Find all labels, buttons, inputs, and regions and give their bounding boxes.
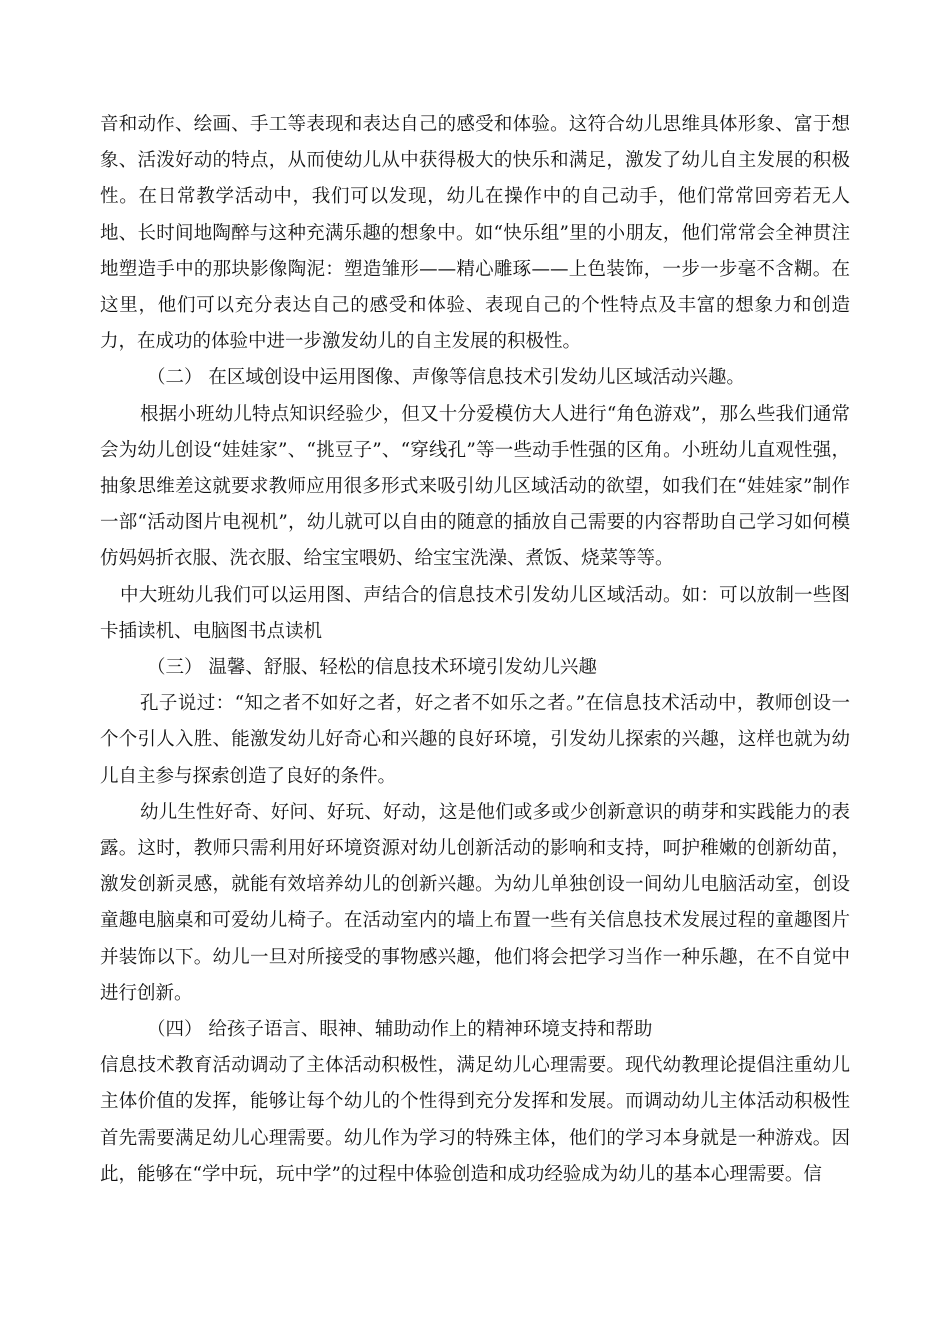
paragraph-psychology: 信息技术教育活动调动了主体活动积极性，满足幼儿心理需要。现代幼教理论提倡注重幼儿主体价值的发挥，能够让每个幼儿的个性得到充分发挥和发展。而调动幼儿主体活动积极性首先需要满足幼儿心理需要。幼儿作为学习的特殊主体，他们的学习本身就是一种游戏。因此，能够在“学中玩，玩中学”的过程中体验创造和成功经验成为幼儿的基本心理需要。信	[100, 1055, 850, 1185]
paragraph-curiosity: 幼儿生性好奇、好问、好玩、好动，这是他们或多或少创新意识的萌芽和实践能力的表露。这时，教师只需利用好环境资源对幼儿创新活动的影响和支持，呵护稚嫩的创新幼苗，激发创新灵感，就能有效培养幼儿的创新兴趣。为幼儿单独创设一间幼儿电脑活动室，创设童趣电脑桌和可爱幼儿椅子。在活动室内的墙上布置一些有关信息技术发展过程的童趣图片并装饰以下。幼儿一旦对所接受的事物感兴趣，他们将会把学习当作一种乐趣，在不自觉中进行创新。	[100, 801, 850, 1004]
document-body	[100, 107, 850, 1193]
paragraph-continued: 音和动作、绘画、手工等表现和表达自己的感受和体验。这符合幼儿思维具体形象、富于想象、活泼好动的特点，从而使幼儿从中获得极大的快乐和满足，激发了幼儿自主发展的积极性。在日常教学活动中，我们可以发现，幼儿在操作中的自己动手，他们常常回旁若无人地、长时间地陶醉与这种充满乐趣的想象中。如“快乐组”里的小朋友，他们常常会全神贯注地塑造手中的那块影像陶泥：塑造雏形——精心雕琢——上色装饰，一步一步毫不含糊。在这里，他们可以充分表达自己的感受和体验、表现自己的个性特点及丰富的想象力和创造力，在成功的体验中进一步激发幼儿的自主发展的积极性。	[100, 114, 850, 353]
paragraph-confucius: 孔子说过：“知之者不如好之者，好之者不如乐之者。”在信息技术活动中，教师创设一个个引人入胜、能激发幼儿好奇心和兴趣的良好环境，引发幼儿探索的兴趣，这样也就为幼儿自主参与探索创造了良好的条件。	[100, 693, 850, 787]
paragraph-middle-class: 中大班幼儿我们可以运用图、声结合的信息技术引发幼儿区域活动。如：可以放制一些图卡插读机、电脑图书点读机	[100, 584, 850, 642]
section-heading-4: （四） 给孩子语言、眼神、辅助动作上的精神环境支持和帮助	[147, 1019, 653, 1041]
paragraph-small-class: 根据小班幼儿特点知识经验少，但又十分爱模仿大人进行“角色游戏”，那么些我们通常会为幼儿创设“娃娃家”、“挑豆子”、“穿线孔”等一些动手性强的区角。小班幼儿直观性强，抽象思维差这就要求教师应用很多形式来吸引幼儿区域活动的欲望，如我们在“娃娃家”制作一部“活动图片电视机”，幼儿就可以自由的随意的插放自己需要的内容帮助自己学习如何模仿妈妈折衣服、洗衣服、给宝宝喂奶、给宝宝洗澡、煮饭、烧菜等等。	[100, 403, 850, 570]
section-heading-3: （三） 温馨、舒服、轻松的信息技术环境引发幼儿兴趣	[147, 657, 597, 679]
section-heading-2: （二） 在区域创设中运用图像、声像等信息技术引发幼儿区域活动兴趣。	[147, 367, 745, 389]
